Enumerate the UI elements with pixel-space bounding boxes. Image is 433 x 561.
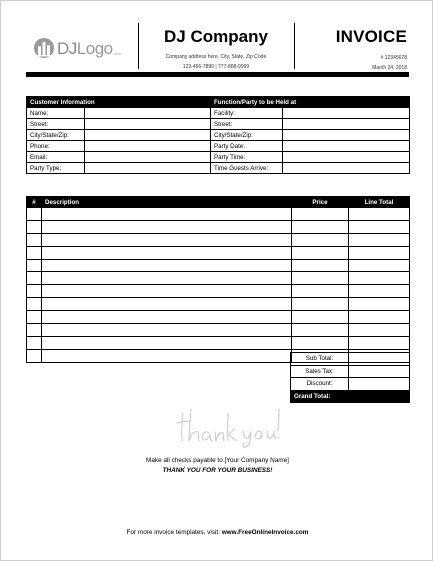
col-line-total: Line Total <box>349 197 410 208</box>
venue-city-state-zip-field[interactable] <box>283 130 410 141</box>
invoice-title: INVOICE <box>335 27 407 46</box>
item-number-cell[interactable] <box>27 285 42 298</box>
item-number-cell[interactable] <box>27 324 42 337</box>
item-price-cell[interactable] <box>292 311 349 324</box>
header-rule <box>26 72 409 77</box>
table-row <box>27 246 410 259</box>
item-number-cell[interactable] <box>27 298 42 311</box>
col-price: Price <box>292 197 349 208</box>
item-description-cell[interactable] <box>42 246 292 259</box>
thank-you-signature <box>161 401 281 449</box>
item-number-cell[interactable] <box>27 220 42 233</box>
customer-info-header: Customer Information <box>27 97 211 108</box>
label-venue-city-state-zip: City/State/Zip: <box>211 130 283 141</box>
item-total-cell[interactable] <box>349 285 410 298</box>
city-state-zip-field[interactable] <box>85 130 211 141</box>
item-total-cell[interactable] <box>349 272 410 285</box>
label-party-date: Party Date: <box>211 141 283 152</box>
table-row <box>27 259 410 272</box>
label-city-state-zip: City/State/Zip: <box>27 130 85 141</box>
label-party-type: Party Type: <box>27 163 85 174</box>
col-number: # <box>27 197 42 208</box>
label-phone: Phone: <box>27 141 85 152</box>
label-guests-arrive: Time Guests Arrive: <box>211 163 283 174</box>
function-info-header: Function/Party to be Held at <box>211 97 410 108</box>
table-row <box>27 233 410 246</box>
invoice-date: March 24, 2018 <box>372 65 407 71</box>
building-icon <box>34 37 54 59</box>
footer-text: For more invoice templates, visit: <box>126 529 222 536</box>
table-row <box>27 208 410 221</box>
invoice-meta <box>336 27 407 71</box>
item-price-cell[interactable] <box>292 208 349 221</box>
item-price-cell[interactable] <box>292 336 349 349</box>
sales-tax-label: Sales Tax: <box>291 365 349 378</box>
totals-table <box>290 352 410 403</box>
table-row <box>27 336 410 349</box>
item-description-cell[interactable] <box>42 324 292 337</box>
email-field[interactable] <box>85 152 211 163</box>
line-items-table <box>26 196 410 363</box>
grand-total-label: Grand Total: <box>291 390 349 403</box>
name-field[interactable] <box>85 108 211 119</box>
payable-note: Make all checks payable to [Your Company Name] <box>146 457 289 464</box>
subtotal-value[interactable] <box>349 353 410 366</box>
item-description-cell[interactable] <box>42 208 292 221</box>
item-number-cell[interactable] <box>27 208 42 221</box>
item-price-cell[interactable] <box>292 233 349 246</box>
divider <box>294 23 295 69</box>
guests-arrive-field[interactable] <box>283 163 410 174</box>
footer-link[interactable]: www.FreeOnlineInvoice.com <box>221 529 309 536</box>
company-address: Company address here, City, State, Zip Code <box>165 54 267 60</box>
table-row <box>27 220 410 233</box>
item-total-cell[interactable] <box>349 336 410 349</box>
party-type-field[interactable] <box>85 163 211 174</box>
table-row <box>27 324 410 337</box>
discount-value[interactable] <box>349 378 410 391</box>
item-description-cell[interactable] <box>42 233 292 246</box>
item-number-cell[interactable] <box>27 311 42 324</box>
item-description-cell[interactable] <box>42 259 292 272</box>
grand-total-value[interactable] <box>349 390 410 403</box>
item-price-cell[interactable] <box>292 272 349 285</box>
subtotal-label: Sub Total: <box>291 353 349 366</box>
item-total-cell[interactable] <box>349 233 410 246</box>
item-number-cell[interactable] <box>27 233 42 246</box>
label-party-time: Party Time: <box>211 152 283 163</box>
sales-tax-value[interactable] <box>349 365 410 378</box>
company-logo <box>34 37 121 59</box>
thank-you-business: THANK YOU FOR YOUR BUSINESS! <box>162 467 273 474</box>
item-number-cell[interactable] <box>27 259 42 272</box>
table-row <box>27 272 410 285</box>
label-facility: Facility: <box>211 108 283 119</box>
invoice-number: # 12345678 <box>380 55 407 61</box>
item-price-cell[interactable] <box>292 220 349 233</box>
item-description-cell[interactable] <box>42 349 292 362</box>
invoice-header <box>26 19 409 75</box>
table-row <box>27 311 410 324</box>
label-venue-street: Street: <box>211 119 283 130</box>
venue-street-field[interactable] <box>283 119 410 130</box>
company-block <box>143 27 289 70</box>
label-name: Name: <box>27 108 85 119</box>
item-description-cell[interactable] <box>42 272 292 285</box>
item-total-cell[interactable] <box>349 208 410 221</box>
company-phones: 123-456-7890 | 777-888-9999 <box>182 64 250 70</box>
facility-field[interactable] <box>283 108 410 119</box>
customer-info-table <box>26 96 410 174</box>
label-email: Email: <box>27 152 85 163</box>
item-price-cell[interactable] <box>292 298 349 311</box>
label-street: Street: <box>27 119 85 130</box>
item-price-cell[interactable] <box>292 259 349 272</box>
company-name: DJ Company <box>164 27 268 46</box>
item-total-cell[interactable] <box>349 311 410 324</box>
logo-tagline: com <box>113 51 122 56</box>
item-total-cell[interactable] <box>349 298 410 311</box>
item-total-cell[interactable] <box>349 220 410 233</box>
item-price-cell[interactable] <box>292 285 349 298</box>
divider <box>138 23 139 69</box>
discount-label: Discount: <box>291 378 349 391</box>
item-price-cell[interactable] <box>292 324 349 337</box>
item-number-cell[interactable] <box>27 349 42 362</box>
street-field[interactable] <box>85 119 211 130</box>
item-number-cell[interactable] <box>27 272 42 285</box>
item-description-cell[interactable] <box>42 336 292 349</box>
item-number-cell[interactable] <box>27 336 42 349</box>
item-total-cell[interactable] <box>349 246 410 259</box>
item-total-cell[interactable] <box>349 259 410 272</box>
table-row <box>27 298 410 311</box>
party-time-field[interactable] <box>283 152 410 163</box>
item-description-cell[interactable] <box>42 220 292 233</box>
item-description-cell[interactable] <box>42 285 292 298</box>
item-description-cell[interactable] <box>42 298 292 311</box>
item-description-cell[interactable] <box>42 311 292 324</box>
footer <box>1 529 433 536</box>
item-price-cell[interactable] <box>292 246 349 259</box>
phone-field[interactable] <box>85 141 211 152</box>
item-total-cell[interactable] <box>349 324 410 337</box>
col-description: Description <box>42 197 292 208</box>
logo-wordmark: DJLogo <box>57 39 113 58</box>
party-date-field[interactable] <box>283 141 410 152</box>
table-row <box>27 285 410 298</box>
item-number-cell[interactable] <box>27 246 42 259</box>
